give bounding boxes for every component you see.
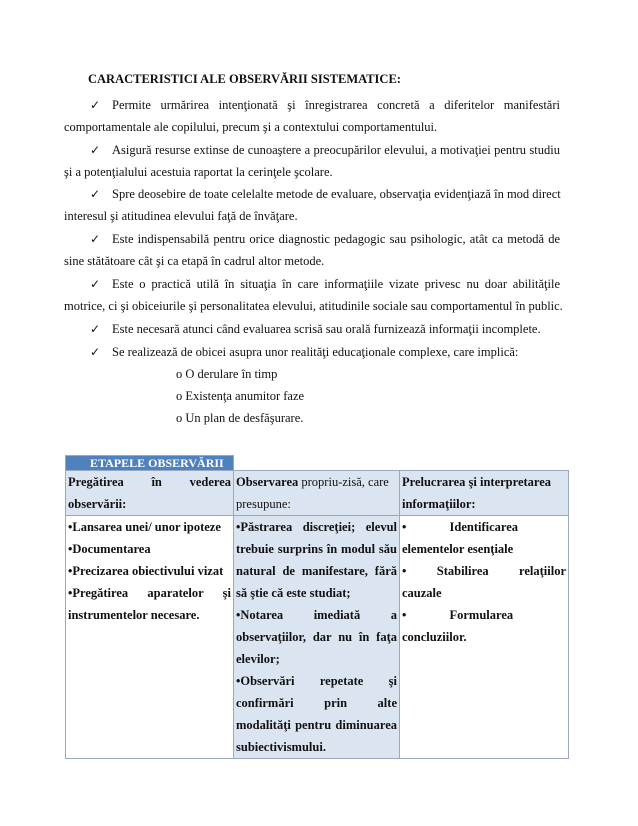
sub-item: o O derulare în timp xyxy=(176,367,278,381)
checkmark-icon: ✓ xyxy=(90,322,101,336)
sub-item: o Existenţa anumitor faze xyxy=(176,389,305,403)
checkmark-icon: ✓ xyxy=(90,345,101,359)
checkmark-icon: ✓ xyxy=(90,98,101,112)
column-header-preparation: Pregătirea în vederea observării: xyxy=(66,471,234,516)
bullet-item: ✓ Asigură resurse extinse de cunoaştere a preocupărilor elevului, a motivaţiei pentru studiu şi a potenţialului acestuia raportat la cerinţele şcolare. xyxy=(64,139,560,183)
checkmark-icon: ✓ xyxy=(90,187,101,201)
table-header-row xyxy=(66,471,569,516)
column-header-observation: Observarea propriu-zisă, care presupune: xyxy=(234,471,400,516)
bullet-item: ✓ Spre deosebire de toate celelalte metode de evaluare, observaţia evidenţiază în mod direct interesul şi atitudinea elevului faţă de învăţare. xyxy=(64,183,560,227)
bullet-item: ✓ Este indispensabilă pentru orice diagnostic pedagogic sau psihologic, atât ca metodă de sine stătătoare cât şi ca etapă în cadrul altor metode. xyxy=(64,228,560,272)
table-cell-processing: • Identificarea elementelor esenţiale • Stabilirea relaţiilor cauzale • Formularea concluziilor. xyxy=(400,516,569,759)
table-body-row xyxy=(66,516,569,759)
checkmark-icon: ✓ xyxy=(90,232,101,246)
section-heading: CARACTERISTICI ALE OBSERVĂRII SISTEMATICE: xyxy=(88,72,401,86)
table-cell-observation: •Păstrarea discreţiei; elevul trebuie surprins în modul său natural de manifestare, fără să ştie că este studiat; •Notarea imediată a observaţiilor, dar nu în faţa elevilor; •Observări repetate şi confirmări prin alte modalităţi pentru diminuarea subiectivismului. xyxy=(234,516,400,759)
sub-item: o Un plan de desfăşurare. xyxy=(176,411,304,425)
checkmark-icon: ✓ xyxy=(90,143,101,157)
bullet-item: ✓ Este necesară atunci când evaluarea scrisă sau orală furnizează informaţii incomplete. xyxy=(64,318,560,340)
stages-table xyxy=(65,455,569,759)
table-cell-preparation: •Lansarea unei/ unor ipoteze •Documentarea •Precizarea obiectivului vizat •Pregătirea aparatelor şi instrumentelor necesare. xyxy=(66,516,234,759)
table-caption-row xyxy=(66,456,569,471)
bullet-item: ✓ Se realizează de obicei asupra unor realităţi educaţionale complexe, care implică: xyxy=(64,341,560,363)
bullet-item: ✓ Este o practică utilă în situaţia în care informaţiile vizate privesc nu doar abilităţile motrice, ci şi obiceiurile şi personalitatea elevului, atitudinile sociale sau comportamentul în public. xyxy=(64,273,560,317)
checkmark-icon: ✓ xyxy=(90,277,101,291)
bullet-item: ✓ Permite urmărirea intenţionată şi înregistrarea concretă a diferitelor manifestări comportamentale ale copilului, precum şi a contextului comportamentului. xyxy=(64,94,560,138)
table-caption: ETAPELE OBSERVĂRII xyxy=(66,456,234,471)
column-header-processing: Prelucrarea şi interpretarea informaţiilor: xyxy=(400,471,569,516)
